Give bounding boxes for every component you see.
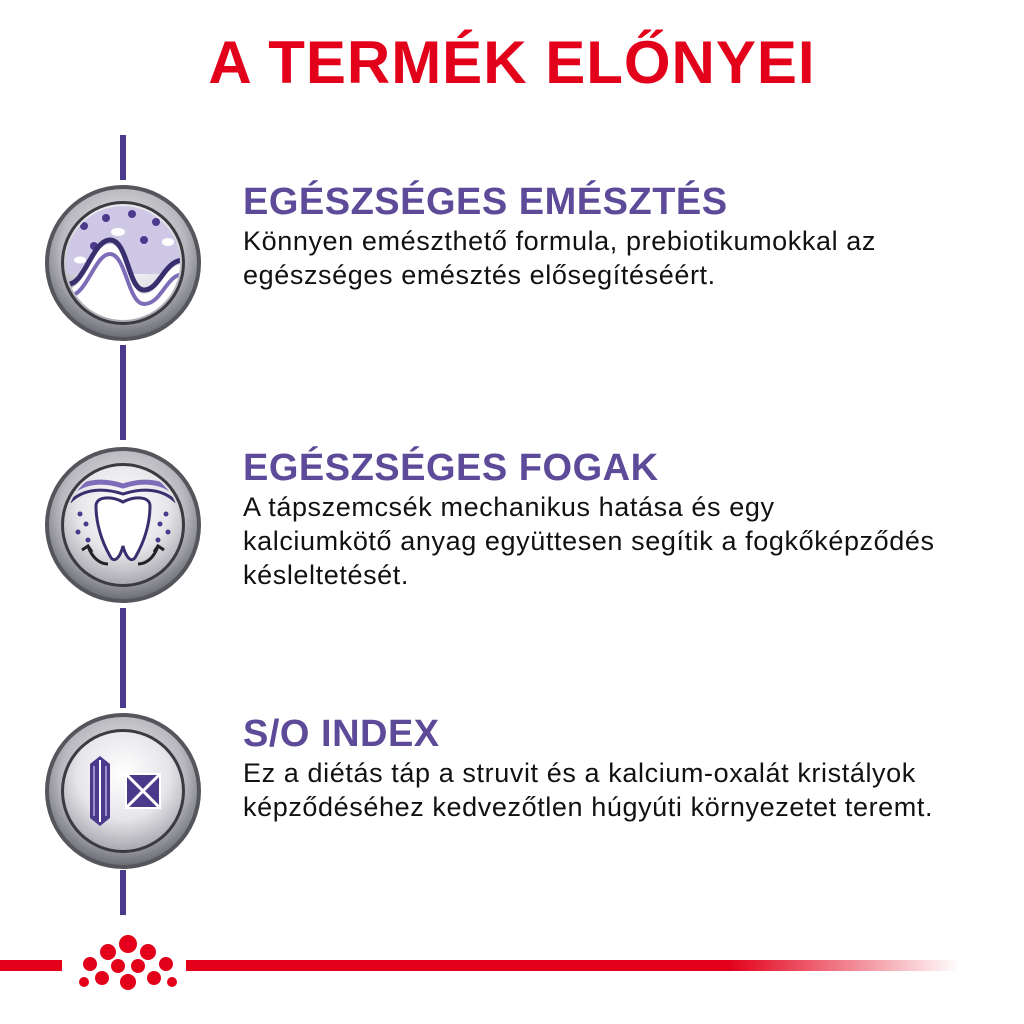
benefit-text-line: A tápszemcsék mechanikus hatása és egy xyxy=(243,492,775,522)
benefit-text-line: késleltetését. xyxy=(243,560,409,590)
crystal-icon xyxy=(44,712,202,870)
timeline-line xyxy=(120,870,126,915)
timeline-line xyxy=(120,345,126,440)
benefit-so-index xyxy=(243,712,1003,824)
benefit-text-line: képződéséhez kedvezőtlen húgyúti környezetet teremt. xyxy=(243,792,934,822)
benefit-text-line: Ez a diétás táp a struvit és a kalcium-oxalát kristályok xyxy=(243,758,916,788)
tooth-icon xyxy=(44,446,202,604)
footer-brand-bar xyxy=(0,930,1024,1000)
benefit-text-line: Könnyen emészthető formula, prebiotikumokkal az xyxy=(243,226,877,256)
benefit-teeth xyxy=(243,446,1003,592)
page-title: A TERMÉK ELŐNYEI xyxy=(208,29,816,96)
benefit-digestion xyxy=(243,180,1003,292)
benefit-text-line: egészséges emésztés elősegítéséért. xyxy=(243,260,716,290)
benefit-title: EGÉSZSÉGES EMÉSZTÉS xyxy=(243,181,728,223)
benefit-title: S/O INDEX xyxy=(243,713,440,755)
royal-canin-crown-logo xyxy=(74,932,182,998)
benefit-text-line: kalciumkötő anyag együttesen segítik a fogkőképződés xyxy=(243,526,935,556)
digestion-icon xyxy=(44,184,202,342)
benefit-title: EGÉSZSÉGES FOGAK xyxy=(243,447,659,489)
timeline-line xyxy=(120,135,126,180)
timeline-line xyxy=(120,608,126,708)
